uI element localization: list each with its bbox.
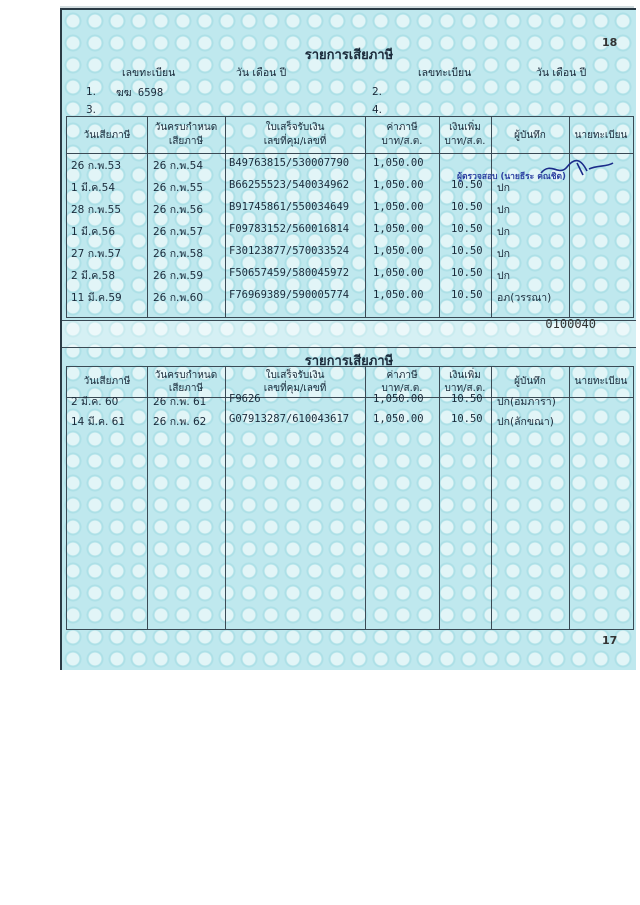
cell-receipt: G07913287/610043617 [229,413,350,425]
inspector-stamp: ผู้ตรวจสอบ (นายธีระ คณชิต) [457,172,566,182]
cell-extra: 10.50 [451,179,483,191]
cell-rec: อภ(วรรณา) [497,292,552,304]
band-code: 0100040 [545,317,596,331]
signature-image [537,155,617,181]
cell-extra: 10.50 [451,289,483,301]
cell-due: 26 ก.พ.59 [153,270,204,282]
col-header-due-a: วันครบกำหนด [154,122,218,133]
col-header-tax-a: ค่าภาษี [386,122,418,133]
cell-rec: ปก(อมภารา) [497,396,556,408]
cell-pay: 1 มี.ค.54 [71,182,115,194]
reg-value-1: ฆฆ 6598 [116,87,164,99]
cell-extra: 10.50 [451,223,483,235]
section-title-bottom: รายการเสียภาษี [304,354,394,369]
cell-rec: ปก [497,182,511,194]
col-header-pay-date: วันเสียภาษี [83,130,131,141]
cell-due: 26 ก.พ.58 [153,248,204,260]
cell-receipt: B49763815/530007790 [229,157,350,169]
cell-receipt: F9626 [229,393,261,405]
cell-rec: ปก [497,270,511,282]
tax-record-sheet [60,8,636,670]
col-header-registrar: นายทะเบียน [574,130,628,141]
reg-number-1: 1. [86,86,97,98]
section-title-top: รายการเสียภาษี [304,48,394,63]
cell-receipt: B66255523/540034962 [229,179,350,191]
cell-extra: 10.50 [451,201,483,213]
cell-receipt: F76969389/590005774 [229,289,350,301]
col-header-extra-a: เงินเพิ่ม [449,122,481,133]
cell-due: 26 ก.พ.56 [153,204,204,216]
col-header-due-b-2: เสียภาษี [168,383,204,394]
cell-pay: 2 มี.ค.58 [71,270,115,282]
cell-receipt: B91745861/550034649 [229,201,350,213]
col-header-due-a-2: วันครบกำหนด [154,370,218,381]
col-header-extra-b-2: บาท/ส.ต. [444,383,486,394]
cell-tax: 1,050.00 [373,223,424,235]
cell-tax: 1,050.00 [373,245,424,257]
cell-pay: 27 ก.พ.57 [71,248,122,260]
tax-table-top [66,116,634,318]
cell-due: 26 ก.พ. 62 [153,416,207,428]
page-number-top: 18 [602,36,618,49]
col-header-tax-b-2: บาท/ส.ต. [381,383,423,394]
cell-rec: ปก(ลักขณา) [497,416,554,428]
date-label-left: วัน เดือน ปี [236,67,287,79]
cell-tax: 1,050.00 [373,157,424,169]
col-header-extra-a-2: เงินเพิ่ม [449,370,481,381]
reg-number-4: 4. [372,104,383,116]
cell-pay: 1 มี.ค.56 [71,226,115,238]
cell-receipt: F30123877/570033524 [229,245,350,257]
reg-label-right: เลขทะเบียน [418,67,472,79]
section-separator-band [62,317,636,348]
cell-receipt: F50657459/580045972 [229,267,350,279]
col-header-receipt-a-2: ใบเสร็จรับเงิน [265,370,325,381]
cell-due: 26 ก.พ.57 [153,226,204,238]
reg-number-3: 3. [86,104,97,116]
cell-tax: 1,050.00 [373,267,424,279]
cell-rec: ปก [497,204,511,216]
cell-tax: 1,050.00 [373,201,424,213]
cell-pay: 26 ก.พ.53 [71,160,122,172]
cell-due: 26 ก.พ.60 [153,292,204,304]
reg-label-left: เลขทะเบียน [122,67,176,79]
cell-tax: 1,050.00 [373,393,424,405]
cell-pay: 28 ก.พ.55 [71,204,122,216]
col-header-registrar-2: นายทะเบียน [574,376,628,387]
cell-due: 26 ก.พ.55 [153,182,204,194]
page-number-bottom: 17 [602,634,618,647]
cell-pay: 14 มี.ค. 61 [71,416,126,428]
cell-rec: ปก [497,226,511,238]
cell-due: 26 ก.พ.54 [153,160,204,172]
cell-extra: 10.50 [451,245,483,257]
col-header-receipt-b-2: เลขที่คุม/เลขที่ [263,383,327,394]
col-header-recorder: ผู้บันทึก [514,130,546,141]
cell-extra: 10.50 [451,413,483,425]
cell-rec: ปก [497,248,511,260]
date-label-right: วัน เดือน ปี [536,67,587,79]
cell-tax: 1,050.00 [373,179,424,191]
reg-number-2: 2. [372,86,383,98]
cell-tax: 1,050.00 [373,413,424,425]
cell-due: 26 ก.พ. 61 [153,396,207,408]
col-header-receipt-b: เลขที่คุม/เลขที่ [263,136,327,147]
col-header-pay-date-2: วันเสียภาษี [83,376,131,387]
col-header-tax-a-2: ค่าภาษี [386,370,418,381]
cell-extra: 10.50 [451,267,483,279]
col-header-receipt-a: ใบเสร็จรับเงิน [265,122,325,133]
col-header-extra-b: บาท/ส.ต. [444,136,486,147]
col-header-due-b: เสียภาษี [168,136,204,147]
cell-tax: 1,050.00 [373,289,424,301]
col-header-tax-b: บาท/ส.ต. [381,136,423,147]
cell-receipt: F09783152/560016814 [229,223,350,235]
cell-pay: 11 มี.ค.59 [71,292,122,304]
cell-pay: 2 มี.ค. 60 [71,396,119,408]
col-header-recorder-2: ผู้บันทึก [514,376,546,387]
tax-table-bottom [66,366,634,630]
cell-extra: 10.50 [451,393,483,405]
